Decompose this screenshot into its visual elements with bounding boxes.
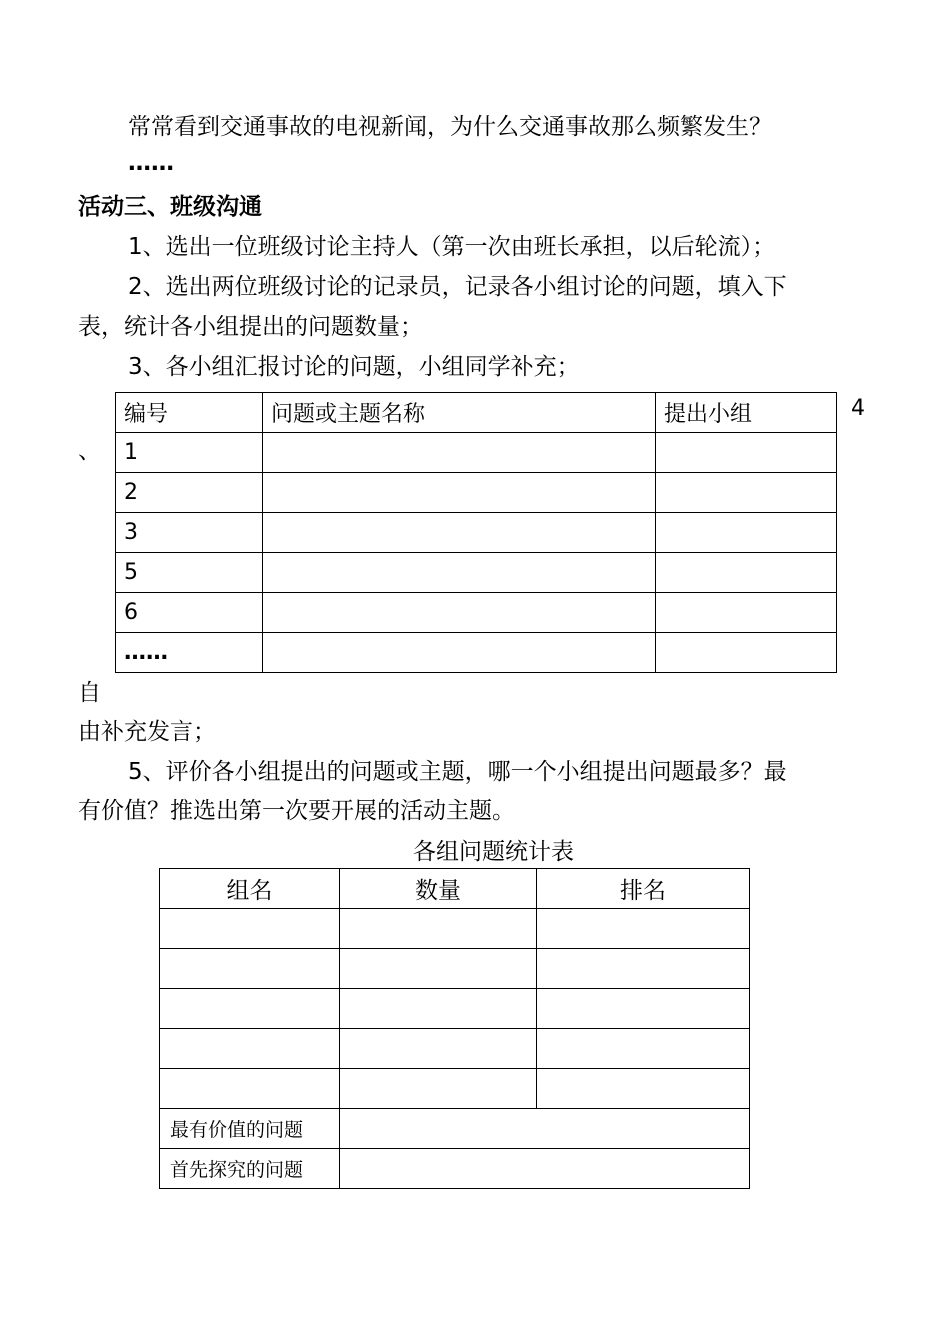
group-cell[interactable] — [656, 513, 837, 553]
stats-table-caption: 各组问题统计表 — [413, 839, 574, 865]
step-1: 1、选出一位班级讨论主持人（第一次由班长承担，以后轮流）； — [128, 234, 776, 260]
most-valuable-cell[interactable] — [340, 1109, 750, 1149]
header-topic-name: 问题或主题名称 — [263, 393, 656, 433]
step-2-line-1: 2、选出两位班级讨论的记录员，记录各小组讨论的问题，填入下 — [128, 274, 787, 300]
group-cell[interactable] — [656, 553, 837, 593]
step-5-line-1: 5、评价各小组提出的问题或主题，哪一个小组提出问题最多？最 — [128, 759, 787, 785]
header-rank: 排名 — [537, 869, 750, 909]
row-number: 3 — [116, 513, 263, 553]
topic-cell[interactable] — [263, 593, 656, 633]
table-row — [160, 1029, 750, 1069]
count-cell[interactable] — [340, 1069, 537, 1109]
table-row — [160, 1069, 750, 1109]
table-row — [160, 949, 750, 989]
topic-cell[interactable] — [263, 633, 656, 673]
row-number: 1 — [116, 433, 263, 473]
table-row — [116, 473, 837, 513]
header-count: 数量 — [340, 869, 537, 909]
topic-cell[interactable] — [263, 513, 656, 553]
table-row — [116, 433, 837, 473]
topic-table — [115, 392, 837, 673]
group-name-cell[interactable] — [160, 1029, 340, 1069]
group-cell[interactable] — [656, 633, 837, 673]
paragraph-traffic-question: 常常看到交通事故的电视新闻，为什么交通事故那么频繁发生？ — [128, 114, 772, 140]
activity-heading: 活动三、班级沟通 — [78, 194, 262, 220]
rank-cell[interactable] — [537, 989, 750, 1029]
group-cell[interactable] — [656, 593, 837, 633]
rank-cell[interactable] — [537, 949, 750, 989]
label-first-explore: 首先探究的问题 — [160, 1149, 340, 1189]
table-header-row — [160, 869, 750, 909]
step-4-line-2: 由补充发言； — [78, 719, 216, 745]
header-group-name: 组名 — [160, 869, 340, 909]
group-name-cell[interactable] — [160, 909, 340, 949]
first-explore-cell[interactable] — [340, 1149, 750, 1189]
table-row — [116, 513, 837, 553]
group-name-cell[interactable] — [160, 949, 340, 989]
header-number: 编号 — [116, 393, 263, 433]
table-header-row — [116, 393, 837, 433]
rank-cell[interactable] — [537, 909, 750, 949]
count-cell[interactable] — [340, 1029, 537, 1069]
row-number: 6 — [116, 593, 263, 633]
rank-cell[interactable] — [537, 1029, 750, 1069]
topic-cell[interactable] — [263, 433, 656, 473]
stats-table — [159, 868, 750, 1189]
rank-cell[interactable] — [537, 1069, 750, 1109]
table-row — [116, 593, 837, 633]
count-cell[interactable] — [340, 909, 537, 949]
table-row — [116, 633, 837, 673]
count-cell[interactable] — [340, 989, 537, 1029]
step-3: 3、各小组汇报讨论的问题，小组同学补充； — [128, 354, 580, 380]
group-name-cell[interactable] — [160, 989, 340, 1029]
table-row — [116, 553, 837, 593]
step-2-line-2: 表，统计各小组提出的问题数量； — [78, 314, 423, 340]
group-cell[interactable] — [656, 473, 837, 513]
table-row — [160, 1149, 750, 1189]
step-4-line-1: 自 — [78, 680, 101, 706]
topic-cell[interactable] — [263, 473, 656, 513]
row-number: 5 — [116, 553, 263, 593]
table-row — [160, 909, 750, 949]
step-4-mark: 、 — [78, 438, 101, 464]
label-most-valuable: 最有价值的问题 — [160, 1109, 340, 1149]
table-row — [160, 989, 750, 1029]
step-4-number: 4 — [851, 396, 865, 421]
ellipsis: …… — [128, 150, 174, 176]
topic-cell[interactable] — [263, 553, 656, 593]
table-row — [160, 1109, 750, 1149]
group-cell[interactable] — [656, 433, 837, 473]
step-5-line-2: 有价值？推选出第一次要开展的活动主题。 — [78, 798, 515, 824]
count-cell[interactable] — [340, 949, 537, 989]
row-number: 2 — [116, 473, 263, 513]
row-number: …… — [116, 633, 263, 673]
header-group: 提出小组 — [656, 393, 837, 433]
group-name-cell[interactable] — [160, 1069, 340, 1109]
